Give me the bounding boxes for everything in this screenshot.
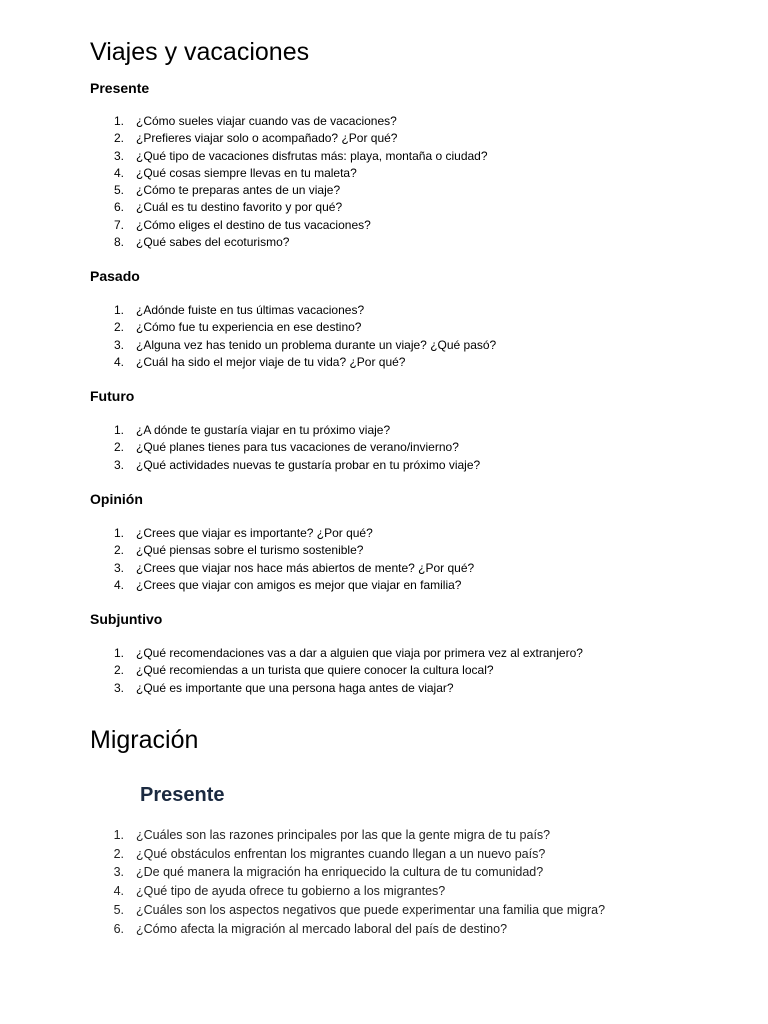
question-text: ¿Qué tipo de ayuda ofrece tu gobierno a los migrantes? [136,884,446,899]
list-item-number: 1. [113,423,124,437]
migration-subheading-presente: Presente [140,784,225,806]
question-text: ¿Cómo te preparas antes de un viaje? [136,183,341,198]
question-text: ¿Qué planes tienes para tus vacaciones de verano/invierno? [136,440,459,455]
list-item-number: 4. [113,354,124,369]
list-item [90,882,605,901]
list-item-number: 2. [113,543,124,558]
list-item-number: 4. [113,577,124,592]
list-item [90,560,474,577]
section-heading-futuro: Futuro [90,388,135,404]
question-text: ¿Qué recomiendas a un turista que quiere conocer la cultura local? [136,663,494,678]
question-text: ¿Adónde fuiste en tus últimas vacaciones? [136,303,365,317]
list-item [90,845,605,864]
question-text: ¿De qué manera la migración ha enriquecido la cultura de tu comunidad? [136,865,544,880]
list-item [90,525,474,542]
list-item [90,422,480,439]
document-title: Viajes y vacaciones [90,38,310,66]
question-text: ¿Qué tipo de vacaciones disfrutas más: playa, montaña o ciudad? [136,148,488,163]
question-list-presente [90,113,488,251]
list-item-number: 1. [113,828,124,842]
question-text: ¿Cuál es tu destino favorito y por qué? [136,200,343,215]
list-item-number: 1. [113,303,124,317]
question-text: ¿Prefieres viajar solo o acompañado? ¿Por qué? [136,131,398,146]
list-item [90,901,605,920]
question-list-migracion [90,826,605,938]
question-text: ¿Cuáles son los aspectos negativos que puede experimentar una familia que migra? [136,902,606,917]
question-text: ¿Qué recomendaciones vas a dar a alguien que viaja por primera vez al extranjero? [136,646,583,660]
list-item-number: 3. [113,457,124,472]
section-heading-pasado: Pasado [90,268,140,284]
list-item [90,542,474,559]
list-item-number: 3. [113,865,124,880]
question-text: ¿Cómo fue tu experiencia en ese destino? [136,320,362,335]
list-item [90,165,488,182]
question-text: ¿A dónde te gustaría viajar en tu próximo viaje? [136,423,391,437]
list-item [90,199,488,216]
question-text: ¿Crees que viajar con amigos es mejor que viajar en familia? [136,577,462,592]
question-text: ¿Qué sabes del ecoturismo? [136,235,290,250]
list-item-number: 8. [113,235,124,250]
question-text: ¿Alguna vez has tenido un problema durante un viaje? ¿Qué pasó? [136,337,497,352]
migration-title: Migración [90,726,199,754]
list-item [90,354,496,371]
list-item-number: 2. [113,320,124,335]
question-text: ¿Cómo sueles viajar cuando vas de vacaciones? [136,114,397,128]
list-item-number: 5. [113,183,124,198]
list-item-number: 2. [113,846,124,861]
question-text: ¿Cómo afecta la migración al mercado laboral del país de destino? [136,921,508,936]
list-item-number: 2. [113,663,124,678]
question-text: ¿Crees que viajar es importante? ¿Por qué? [136,526,373,540]
list-item [90,113,488,130]
question-list-futuro [90,422,480,474]
question-text: ¿Crees que viajar nos hace más abiertos de mente? ¿Por qué? [136,560,475,575]
question-text: ¿Qué actividades nuevas te gustaría probar en tu próximo viaje? [136,457,481,472]
list-item [90,577,474,594]
list-item-number: 6. [113,921,124,936]
question-text: ¿Qué piensas sobre el turismo sostenible? [136,543,364,558]
question-text: ¿Qué es importante que una persona haga antes de viajar? [136,680,454,695]
list-item-number: 6. [113,200,124,215]
list-item-number: 3. [113,337,124,352]
list-item-number: 2. [113,131,124,146]
list-item [90,439,480,456]
list-item-number: 3. [113,680,124,695]
list-item-number: 1. [113,114,124,128]
list-item [90,662,583,679]
list-item-number: 5. [113,902,124,917]
question-text: ¿Cuál ha sido el mejor viaje de tu vida? ¿Por qué? [136,354,406,369]
question-list-subjuntivo [90,645,583,697]
list-item-number: 4. [113,165,124,180]
question-list-opinion [90,525,474,594]
list-item [90,645,583,662]
list-item-number: 7. [113,217,124,232]
list-item [90,217,488,234]
list-item [90,826,605,845]
list-item [90,234,488,251]
list-item-number: 4. [113,884,124,899]
list-item [90,302,496,319]
list-item-number: 1. [113,646,124,660]
list-item-number: 3. [113,560,124,575]
list-item-number: 1. [113,526,124,540]
list-item [90,337,496,354]
question-text: ¿Qué cosas siempre llevas en tu maleta? [136,165,357,180]
section-heading-presente: Presente [90,80,150,96]
question-text: ¿Cómo eliges el destino de tus vacaciones? [136,217,371,232]
list-item [90,920,605,939]
list-item-number: 3. [113,148,124,163]
list-item [90,319,496,336]
list-item-number: 2. [113,440,124,455]
section-heading-opinion: Opinión [90,491,143,507]
section-heading-subjuntivo: Subjuntivo [90,611,163,627]
list-item [90,680,583,697]
list-item [90,148,488,165]
list-item [90,863,605,882]
list-item [90,457,480,474]
list-item [90,130,488,147]
list-item [90,182,488,199]
question-text: ¿Cuáles son las razones principales por las que la gente migra de tu país? [136,828,551,842]
question-list-pasado [90,302,496,371]
question-text: ¿Qué obstáculos enfrentan los migrantes cuando llegan a un nuevo país? [136,846,546,861]
